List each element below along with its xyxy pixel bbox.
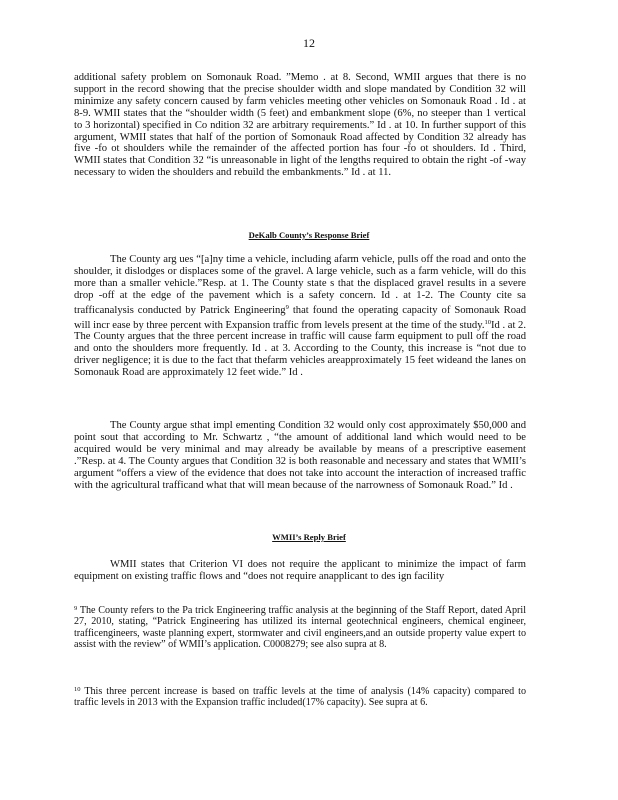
paragraph-text: The County argue sthat impl ementing Condition 32 would only cost approximately $50,000 and point sout that according to Mr. Schwartz , “the amount of additional land which would need to be acquired would be very minimal and may already be available by means of a prescriptive easement .”Resp. at 4. The County argues that Condition 32 is both reasonable and necessary and states that WMII’s argument “offers a view of the evidence that does not take into account the interaction of increased traffic with the agricultural trafficand what that will mean because of the narrowness of Somonauk Road.” Id .: [74, 420, 526, 491]
heading-text: DeKalb County’s Response Brief: [248, 230, 370, 240]
paragraph-text: The County arg ues “[a]ny time a vehicle, including afarm vehicle, pulls off the road and onto the shoulder, it dislodges or displaces some of the gravel. A large vehicle, such as a farm vehicle, will do this more than a smaller vehicle.”Resp. at 1. The County state s that the displaced gravel results in a severe drop -off at the edge of the pavement which is a safety concern. Id . at 1-2. The County cite sa trafficanalysis conducted by Patrick Engineering: [74, 254, 526, 316]
footnote-9: [74, 603, 526, 651]
footnote-marker: 9: [74, 605, 78, 612]
footnote-text: This three percent increase is based on traffic levels at the time of analysis (14% capacity) compared to traffic levels in 2013 with the Expansion traffic included(17% capacity). See supra at 6.: [74, 686, 527, 709]
paragraph-wmii-arguments: [74, 72, 526, 179]
section-heading-county-response: [0, 230, 618, 241]
footnote-10: [74, 684, 526, 709]
footnote-text: The County refers to the Pa trick Engineering traffic analysis at the beginning of the Staff Report, dated April 27, 2010, stating, “Patrick Engineering has utilized its internal geotechnical engineers, chemical engineer, trafficengineers, waste planning expert, stormwater and civil engineers,and an outside property value expert to assist with the review” of WMII’s application. C0008279; see also supra at 8.: [74, 605, 526, 651]
paragraph-text: additional safety problem on Somonauk Road. ”Memo . at 8. Second, WMII argues that there is no support in the record showing that the precise shoulder width and slope mandated by Condition 32 will minimize any safety concern caused by farm vehicles meeting other vehicles on Somonauk Road . Id . at 8-9. WMII states that the “shoulder width (5 feet) and embankment slope (6%, no steeper than 1 vertical to 3 horizontal) specified in Co ndition 32 are arbitrary requirements.” Id . at 10. In further support of this argument, WMII states that half of the portion of Somonauk Road affected by Condition 32 already has five -fo ot shoulders while the remainder of the affected portion has four -fo ot shoulders. Id . Third, WMII states that Condition 32 “is unreasonable in light of the lengths required to obtain the right -of -way necessary to widen the shoulders and rebuild the embankments.” Id . at 11.: [74, 72, 526, 179]
footnote-marker: 10: [74, 686, 81, 693]
paragraph-county-cost: [74, 420, 526, 491]
paragraph-text: that found the operating capacity of Somonauk Road will incr ease by three percent with Expansion traffic from levels present at the time of the study.: [74, 304, 526, 331]
page-number: 12: [303, 36, 315, 50]
paragraph-text: WMII states that Criterion VI does not require the applicant to minimize the impact of farm equipment on existing traffic flows and “does not require anapplicant to des ign facility: [74, 559, 526, 582]
heading-text: WMII’s Reply Brief: [272, 532, 346, 542]
section-heading-wmii-reply: [0, 532, 618, 543]
footnote-ref-9[interactable]: 9: [285, 303, 289, 311]
paragraph-county-argues: [74, 254, 526, 379]
paragraph-wmii-reply: [74, 559, 526, 583]
footnote-ref-10[interactable]: 10: [484, 318, 491, 326]
paragraph-text: Id . at 2. The County argues that the three percent increase in traffic will cause farm equipment to pull off the road and onto the shoulders more frequently. Id . at 3. According to the County, this increase is “not due to driver negligence; it is due to the fact that thefarm vehicles areapproximately 15 feet wideand the lanes on Somonauk Road are approximately 12 feet wide.” Id .: [74, 319, 526, 379]
